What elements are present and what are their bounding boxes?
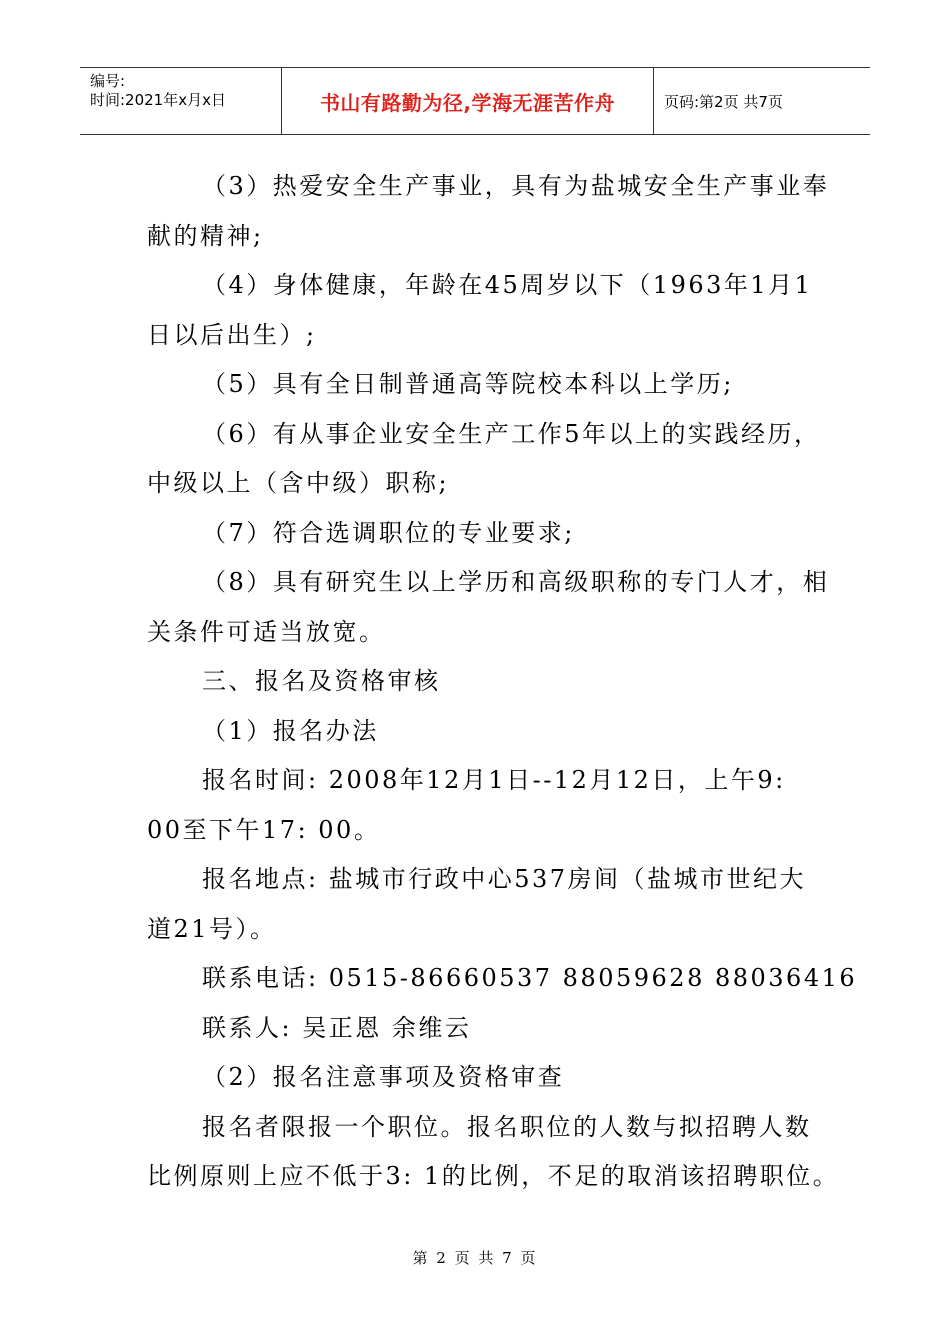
paragraph-line: 报名地点: 盐城市行政中心537房间（盐城市世纪大 <box>202 865 807 893</box>
paragraph-line: 报名者限报一个职位。报名职位的人数与拟招聘人数 <box>202 1112 812 1141</box>
paragraph-line: （8）具有研究生以上学历和高级职称的专门人才，相 <box>202 568 830 596</box>
paragraph-line: （7）符合选调职位的专业要求; <box>202 518 575 547</box>
paragraph-line: 关条件可适当放宽。 <box>147 617 386 646</box>
header-page-info: 页码:第2页 共7页 <box>664 92 783 111</box>
page-footer: 第 2 页 共 7 页 <box>412 1249 538 1267</box>
paragraph-line: 日以后出生）; <box>147 320 317 349</box>
header-motto: 书山有路勤为径,学海无涯苦作舟 <box>282 68 654 134</box>
paragraph-line: 中级以上（含中级）职称; <box>147 469 450 497</box>
page-header <box>80 67 870 135</box>
paragraph-line: （2）报名注意事项及资格审查 <box>202 1063 565 1091</box>
header-time-label: 时间:2021年x月x日 <box>90 91 226 109</box>
header-meta-cell <box>80 68 282 134</box>
paragraph-line: 比例原则上应不低于3: 1的比例，不足的取消该招聘职位。 <box>147 1162 840 1190</box>
paragraph-line: 报名时间: 2008年12月1日--12月12日，上午9: <box>202 766 786 794</box>
paragraph-line: 联系人: 吴正恩 余维云 <box>202 1013 472 1042</box>
document-body <box>147 162 858 1202</box>
section-heading: 三、报名及资格审核 <box>202 667 441 695</box>
header-number-label: 编号: <box>90 72 126 90</box>
paragraph-line: （1）报名办法 <box>202 716 379 745</box>
paragraph-line: （3）热爱安全生产事业，具有为盐城安全生产事业奉 <box>202 172 830 200</box>
paragraph-line: 联系电话: 0515-86660537 88059628 88036416 <box>202 964 858 992</box>
paragraph-line: （6）有从事企业安全生产工作5年以上的实践经历， <box>202 419 821 448</box>
paragraph-line: （4）身体健康，年龄在45周岁以下（1963年1月1 <box>202 271 813 299</box>
paragraph-line: 献的精神; <box>147 221 264 250</box>
paragraph-line: 道21号）。 <box>147 914 277 943</box>
paragraph-line: （5）具有全日制普通高等院校本科以上学历; <box>202 370 734 398</box>
paragraph-line: 00至下午17: 00。 <box>147 815 381 844</box>
